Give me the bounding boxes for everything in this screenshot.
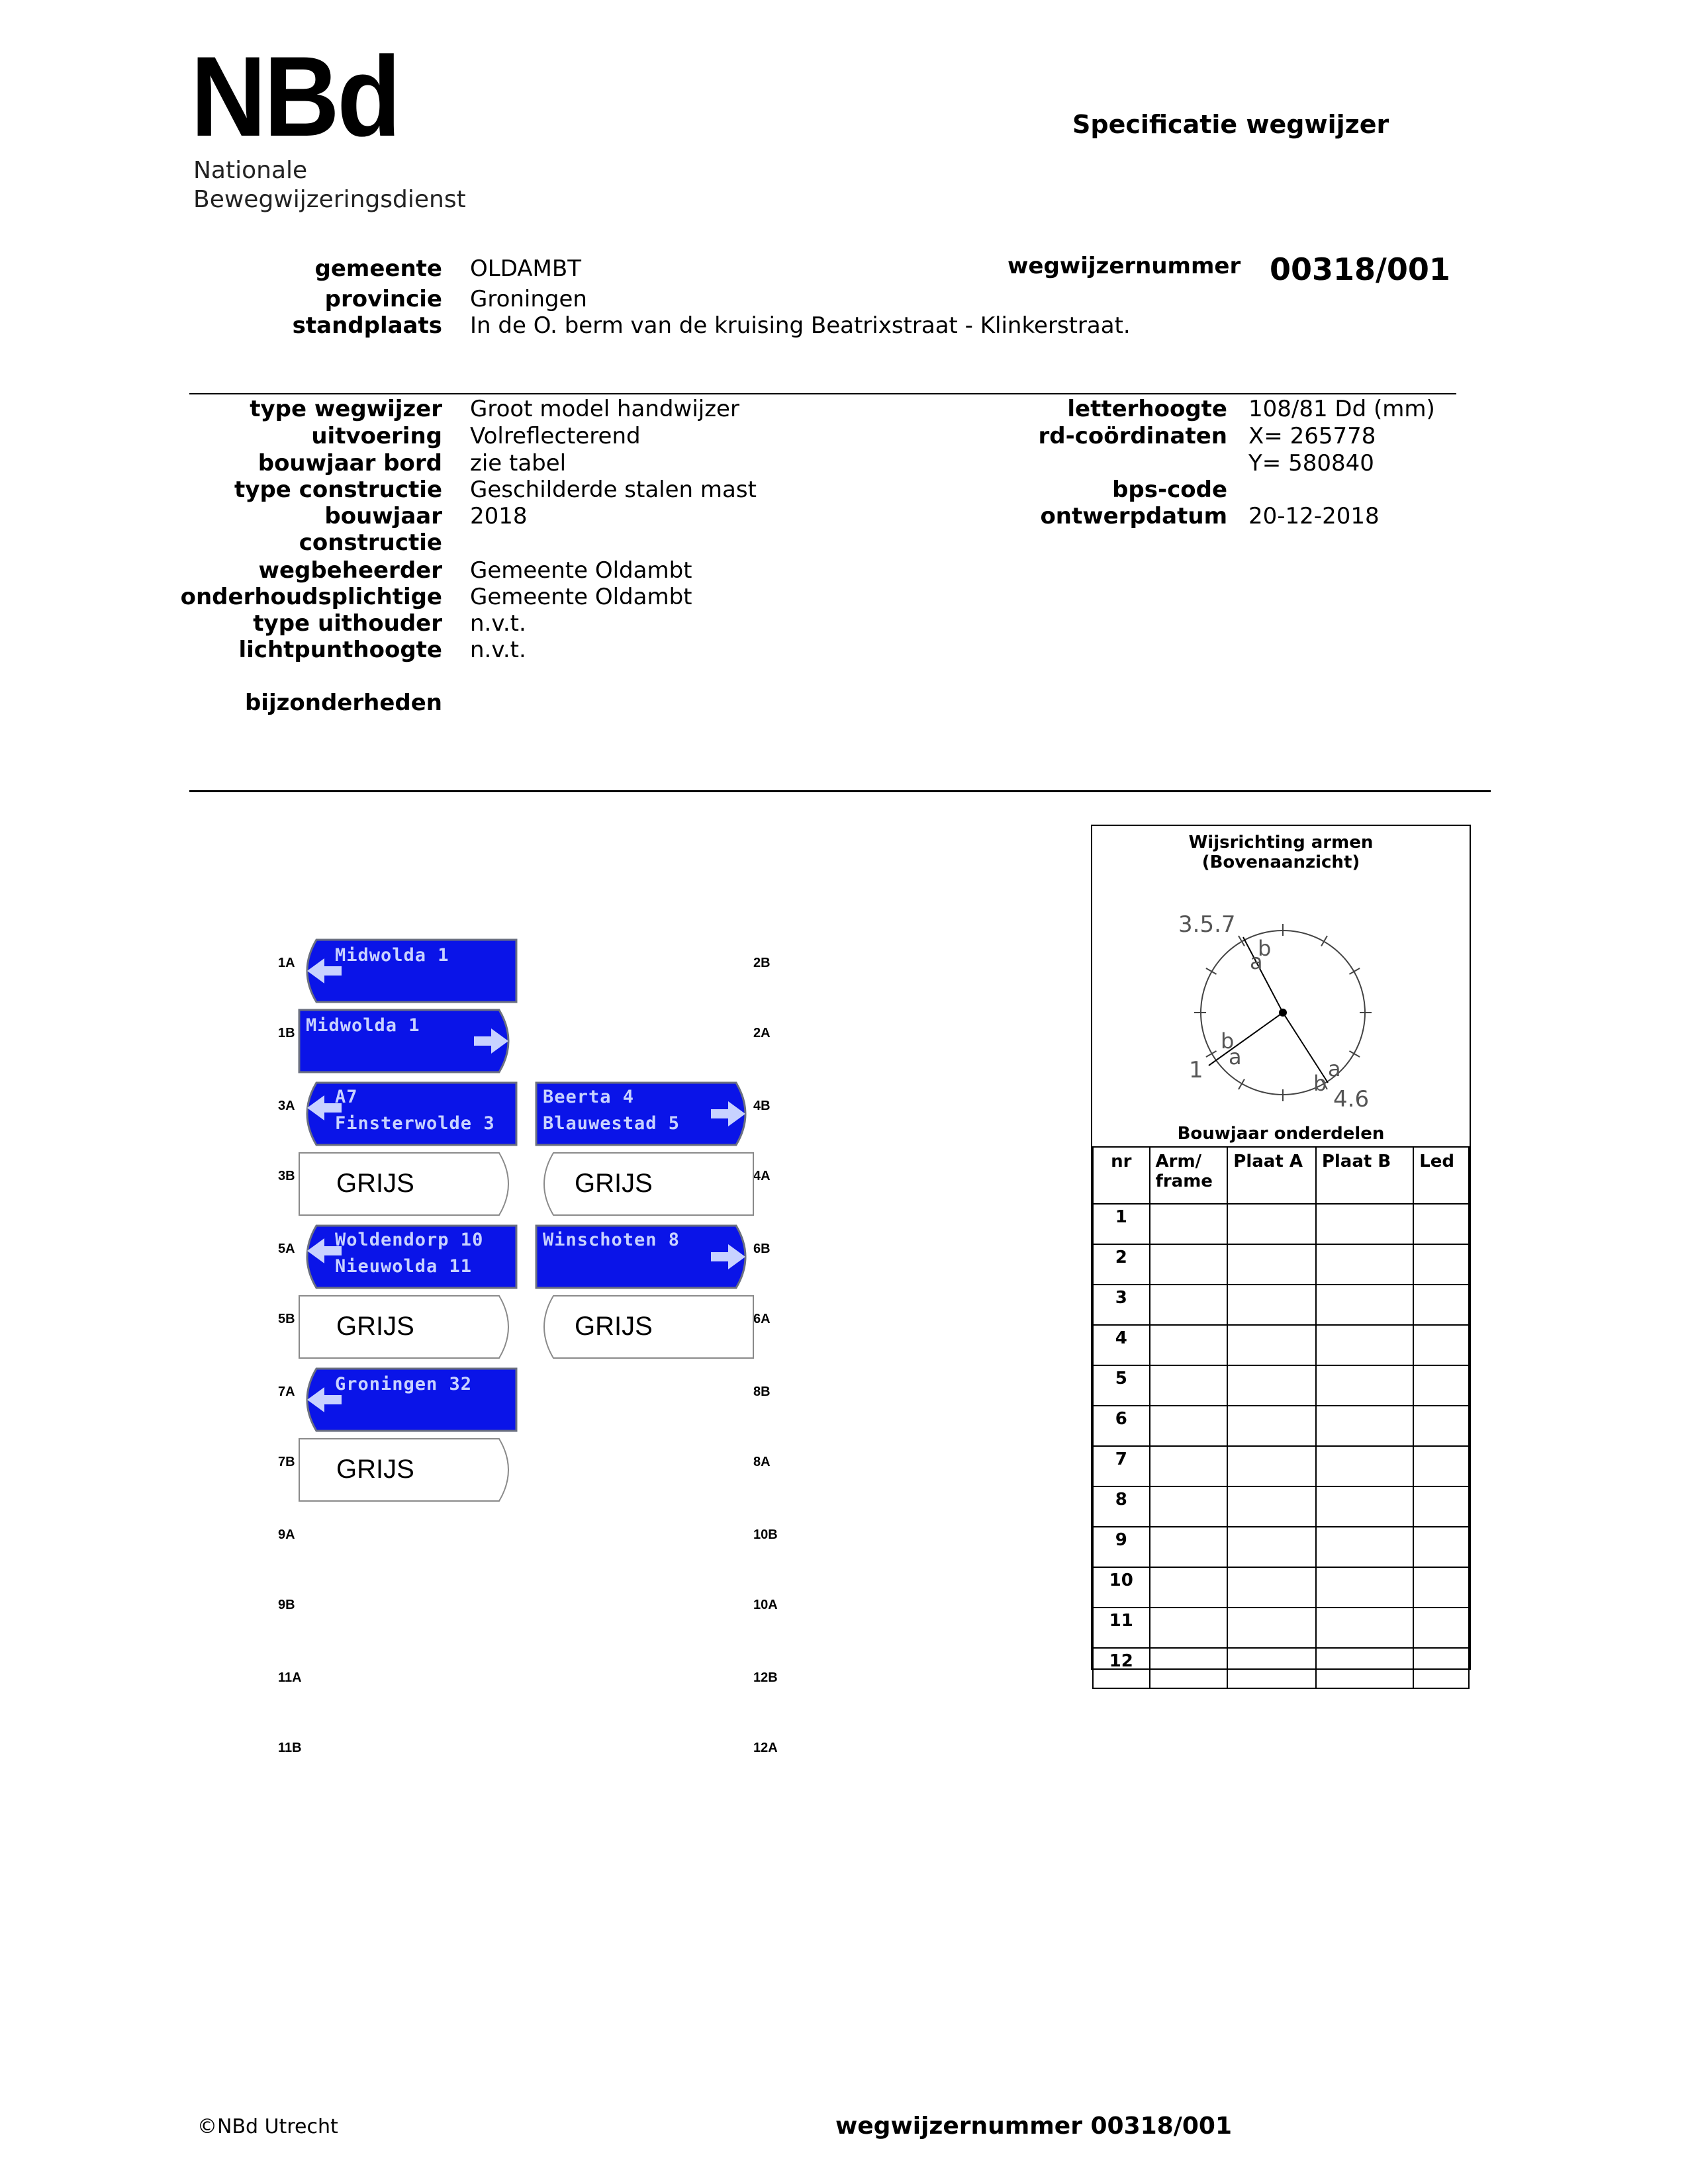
slot-label: 11B xyxy=(278,1741,302,1755)
arm-frame-cell xyxy=(1150,1285,1228,1325)
row-number: 10 xyxy=(1093,1567,1150,1608)
row-number: 5 xyxy=(1093,1365,1150,1406)
slot-label: 3B xyxy=(278,1169,295,1183)
document-title: Specificatie wegwijzer xyxy=(1072,110,1389,139)
plaat-b-cell xyxy=(1316,1244,1413,1285)
arm-frame-cell xyxy=(1150,1325,1228,1365)
table-row xyxy=(1093,1244,1469,1285)
arm-frame-cell xyxy=(1150,1365,1228,1406)
logo-line-2: Bewegwijzeringsdienst xyxy=(193,186,466,213)
gemeente-value: OLDAMBT xyxy=(470,255,581,282)
compass-diagram xyxy=(1092,872,1470,1111)
wegwijzernummer-value: 00318/001 xyxy=(1270,251,1450,287)
ontwerpdatum-value: 20-12-2018 xyxy=(1248,503,1380,529)
led-cell xyxy=(1413,1285,1469,1325)
plaat-a-cell xyxy=(1227,1204,1316,1244)
plaat-a-cell xyxy=(1227,1486,1316,1527)
row-number: 12 xyxy=(1093,1648,1150,1688)
letterhoogte-label: letterhoogte xyxy=(1067,396,1227,422)
slot-label: 10B xyxy=(753,1527,778,1542)
arm-frame-cell xyxy=(1150,1446,1228,1486)
plaat-a-cell xyxy=(1227,1285,1316,1325)
standplaats-value: In de O. berm van de kruising Beatrixstraat - Klinkerstraat. xyxy=(470,312,1131,339)
slot-label: 5B xyxy=(278,1312,295,1326)
slot-label: 6A xyxy=(753,1312,771,1326)
plaat-b-cell xyxy=(1316,1527,1413,1567)
wijsrichting-panel xyxy=(1091,825,1471,1670)
compass-arm-label-a: a xyxy=(1328,1056,1341,1081)
type-uithouder-label: type uithouder xyxy=(253,610,442,637)
slot-label: 8B xyxy=(753,1385,771,1399)
plaat-a-cell xyxy=(1227,1648,1316,1688)
sign-1a-line1: Midwolda 1 xyxy=(335,945,449,966)
sign-4a xyxy=(535,1152,755,1216)
row-number: 9 xyxy=(1093,1527,1150,1567)
ontwerpdatum-label: ontwerpdatum xyxy=(1040,503,1227,529)
compass-center xyxy=(1279,1009,1287,1017)
row-number: 1 xyxy=(1093,1204,1150,1244)
sign-7a xyxy=(298,1367,518,1432)
sign-4a-text: GRIJS xyxy=(575,1169,653,1198)
col-plaat-b: Plaat B xyxy=(1316,1147,1413,1204)
slot-label: 2B xyxy=(753,956,771,970)
sign-6b-line1: Winschoten 8 xyxy=(543,1230,680,1250)
logo-line-1: Nationale xyxy=(193,157,308,184)
led-cell xyxy=(1413,1527,1469,1567)
sign-4b xyxy=(535,1081,755,1146)
plaat-b-cell xyxy=(1316,1567,1413,1608)
plaat-b-cell xyxy=(1316,1608,1413,1648)
provincie-value: Groningen xyxy=(470,286,587,312)
sign-3a-line1: A7 xyxy=(335,1087,358,1107)
standplaats-label: standplaats xyxy=(292,312,442,339)
compass-title: Wijsrichting armen xyxy=(1188,833,1374,852)
sign-1b xyxy=(298,1009,518,1073)
row-number: 4 xyxy=(1093,1325,1150,1365)
led-cell xyxy=(1413,1567,1469,1608)
plaat-a-cell xyxy=(1227,1406,1316,1446)
table-row xyxy=(1093,1325,1469,1365)
provincie-label: provincie xyxy=(324,286,442,312)
plaat-b-cell xyxy=(1316,1446,1413,1486)
gemeente-label: gemeente xyxy=(314,255,442,282)
arm-frame-cell xyxy=(1150,1567,1228,1608)
slot-label: 4A xyxy=(753,1169,771,1183)
arm-frame-cell xyxy=(1150,1648,1228,1688)
sign-5b-text: GRIJS xyxy=(336,1312,414,1341)
divider-top xyxy=(189,393,1456,394)
led-cell xyxy=(1413,1325,1469,1365)
sign-7b-text: GRIJS xyxy=(336,1455,414,1484)
compass-arm-label-b: b xyxy=(1258,936,1272,961)
plaat-b-cell xyxy=(1316,1486,1413,1527)
wegbeheerder-value: Gemeente Oldambt xyxy=(470,557,692,584)
sign-4b-line1: Beerta 4 xyxy=(543,1087,635,1107)
bijzonderheden-label: bijzonderheden xyxy=(244,690,442,716)
sign-5a xyxy=(298,1224,518,1289)
led-cell xyxy=(1413,1406,1469,1446)
wegbeheerder-label: wegbeheerder xyxy=(258,557,442,584)
compass-label-top: 3.5.7 xyxy=(1178,911,1236,938)
slot-label: 3A xyxy=(278,1099,295,1113)
plaat-a-cell xyxy=(1227,1608,1316,1648)
slot-label: 1B xyxy=(278,1026,295,1040)
plaat-b-cell xyxy=(1316,1365,1413,1406)
arm-frame-cell xyxy=(1150,1486,1228,1527)
footer-copyright: ©NBd Utrecht xyxy=(197,2115,338,2138)
sign-5b xyxy=(298,1295,518,1359)
type-wegwijzer-label: type wegwijzer xyxy=(250,396,442,422)
sign-3a-line2: Finsterwolde 3 xyxy=(335,1113,495,1134)
led-cell xyxy=(1413,1608,1469,1648)
type-uithouder-value: n.v.t. xyxy=(470,610,526,637)
row-number: 2 xyxy=(1093,1244,1150,1285)
col-arm-frame: Arm/ frame xyxy=(1150,1147,1228,1204)
led-cell xyxy=(1413,1446,1469,1486)
onderhoudsplichtige-label: onderhoudsplichtige xyxy=(180,584,442,610)
bouwjaar-bord-label: bouwjaar bord xyxy=(258,450,442,477)
wegwijzernummer-label: wegwijzernummer xyxy=(1008,253,1241,279)
arm-frame-cell xyxy=(1150,1527,1228,1567)
arm-frame-cell xyxy=(1150,1204,1228,1244)
sign-3b xyxy=(298,1152,518,1216)
uitvoering-value: Volreflecterend xyxy=(470,423,641,449)
table-row xyxy=(1093,1567,1469,1608)
led-cell xyxy=(1413,1244,1469,1285)
row-number: 11 xyxy=(1093,1608,1150,1648)
lichtpunthoogte-value: n.v.t. xyxy=(470,637,526,663)
sign-6b xyxy=(535,1224,755,1289)
slot-label: 9B xyxy=(278,1598,295,1612)
sign-7a-line1: Groningen 32 xyxy=(335,1374,473,1394)
table-row xyxy=(1093,1285,1469,1325)
slot-label: 7B xyxy=(278,1455,295,1469)
sign-5a-line2: Nieuwolda 11 xyxy=(335,1256,473,1277)
slot-label: 7A xyxy=(278,1385,295,1399)
footer-wegwijzernummer: wegwijzernummer 00318/001 xyxy=(835,2113,1233,2140)
slot-label: 1A xyxy=(278,956,295,970)
plaat-a-cell xyxy=(1227,1527,1316,1567)
table-row xyxy=(1093,1608,1469,1648)
compass-arm-label-b: b xyxy=(1313,1071,1327,1096)
rd-coordinaten-x: X= 265778 xyxy=(1248,423,1376,449)
rd-coordinaten-label: rd-coördinaten xyxy=(1038,423,1227,449)
col-led: Led xyxy=(1413,1147,1469,1204)
compass-arm-label-b: b xyxy=(1221,1028,1235,1054)
plaat-a-cell xyxy=(1227,1567,1316,1608)
slot-label: 12A xyxy=(753,1741,778,1755)
table-row xyxy=(1093,1365,1469,1406)
compass-arm-label-a: a xyxy=(1250,949,1263,974)
led-cell xyxy=(1413,1204,1469,1244)
col-plaat-a: Plaat A xyxy=(1227,1147,1316,1204)
plaat-b-cell xyxy=(1316,1285,1413,1325)
bouwjaar-table xyxy=(1092,1146,1470,1689)
sign-6a xyxy=(535,1295,755,1359)
bouwjaar-constructie-value: 2018 xyxy=(470,503,528,529)
arm-frame-cell xyxy=(1150,1244,1228,1285)
bouwjaar-constructie-label: bouwjaar xyxy=(324,503,442,529)
col-nr: nr xyxy=(1093,1147,1150,1204)
sign-4b-line2: Blauwestad 5 xyxy=(543,1113,680,1134)
bouwjaar-bord-value: zie tabel xyxy=(470,450,567,477)
uitvoering-label: uitvoering xyxy=(311,423,442,449)
row-number: 7 xyxy=(1093,1446,1150,1486)
slot-label: 4B xyxy=(753,1099,771,1113)
arm-frame-cell xyxy=(1150,1406,1228,1446)
table-row xyxy=(1093,1486,1469,1527)
arm-frame-cell xyxy=(1150,1608,1228,1648)
compass-arm-label-a: a xyxy=(1229,1044,1242,1069)
compass-label-bottom: 4.6 xyxy=(1333,1086,1370,1111)
bouwjaar-title: Bouwjaar onderdelen xyxy=(1177,1124,1385,1144)
sign-6a-text: GRIJS xyxy=(575,1312,653,1341)
sign-5a-line1: Woldendorp 10 xyxy=(335,1230,484,1250)
row-number: 3 xyxy=(1093,1285,1150,1325)
type-wegwijzer-value: Groot model handwijzer xyxy=(470,396,739,422)
slot-label: 9A xyxy=(278,1527,295,1542)
table-row xyxy=(1093,1446,1469,1486)
sign-3a xyxy=(298,1081,518,1146)
compass-label-left: 1 xyxy=(1189,1057,1203,1083)
table-row xyxy=(1093,1406,1469,1446)
compass-subtitle: (Bovenaanzicht) xyxy=(1201,852,1360,872)
type-constructie-value: Geschilderde stalen mast xyxy=(470,477,757,503)
plaat-a-cell xyxy=(1227,1365,1316,1406)
divider-bottom xyxy=(189,790,1491,792)
plaat-b-cell xyxy=(1316,1204,1413,1244)
led-cell xyxy=(1413,1486,1469,1527)
onderhoudsplichtige-value: Gemeente Oldambt xyxy=(470,584,692,610)
table-row xyxy=(1093,1204,1469,1244)
slot-label: 8A xyxy=(753,1455,771,1469)
slot-label: 5A xyxy=(278,1242,295,1256)
sign-7b xyxy=(298,1437,518,1502)
row-number: 6 xyxy=(1093,1406,1150,1446)
type-constructie-label: type constructie xyxy=(234,477,442,503)
bouwjaar-constructie-label-2: constructie xyxy=(299,529,442,556)
led-cell xyxy=(1413,1648,1469,1688)
bps-code-label: bps-code xyxy=(1112,477,1227,503)
lichtpunthoogte-label: lichtpunthoogte xyxy=(238,637,442,663)
row-number: 8 xyxy=(1093,1486,1150,1527)
sign-1a xyxy=(298,938,518,1003)
sign-3b-text: GRIJS xyxy=(336,1169,414,1198)
led-cell xyxy=(1413,1365,1469,1406)
plaat-a-cell xyxy=(1227,1244,1316,1285)
plaat-a-cell xyxy=(1227,1446,1316,1486)
letterhoogte-value: 108/81 Dd (mm) xyxy=(1248,396,1435,422)
nbd-logo: NBd xyxy=(191,33,399,160)
slot-label: 11A xyxy=(278,1670,302,1685)
slot-label: 10A xyxy=(753,1598,778,1612)
table-row xyxy=(1093,1527,1469,1567)
plaat-b-cell xyxy=(1316,1325,1413,1365)
plaat-a-cell xyxy=(1227,1325,1316,1365)
plaat-b-cell xyxy=(1316,1648,1413,1688)
slot-label: 6B xyxy=(753,1242,771,1256)
slot-label: 2A xyxy=(753,1026,771,1040)
table-row xyxy=(1093,1648,1469,1688)
sign-1b-line1: Midwolda 1 xyxy=(306,1015,420,1036)
rd-coordinaten-y: Y= 580840 xyxy=(1248,450,1374,477)
slot-label: 12B xyxy=(753,1670,778,1685)
plaat-b-cell xyxy=(1316,1406,1413,1446)
